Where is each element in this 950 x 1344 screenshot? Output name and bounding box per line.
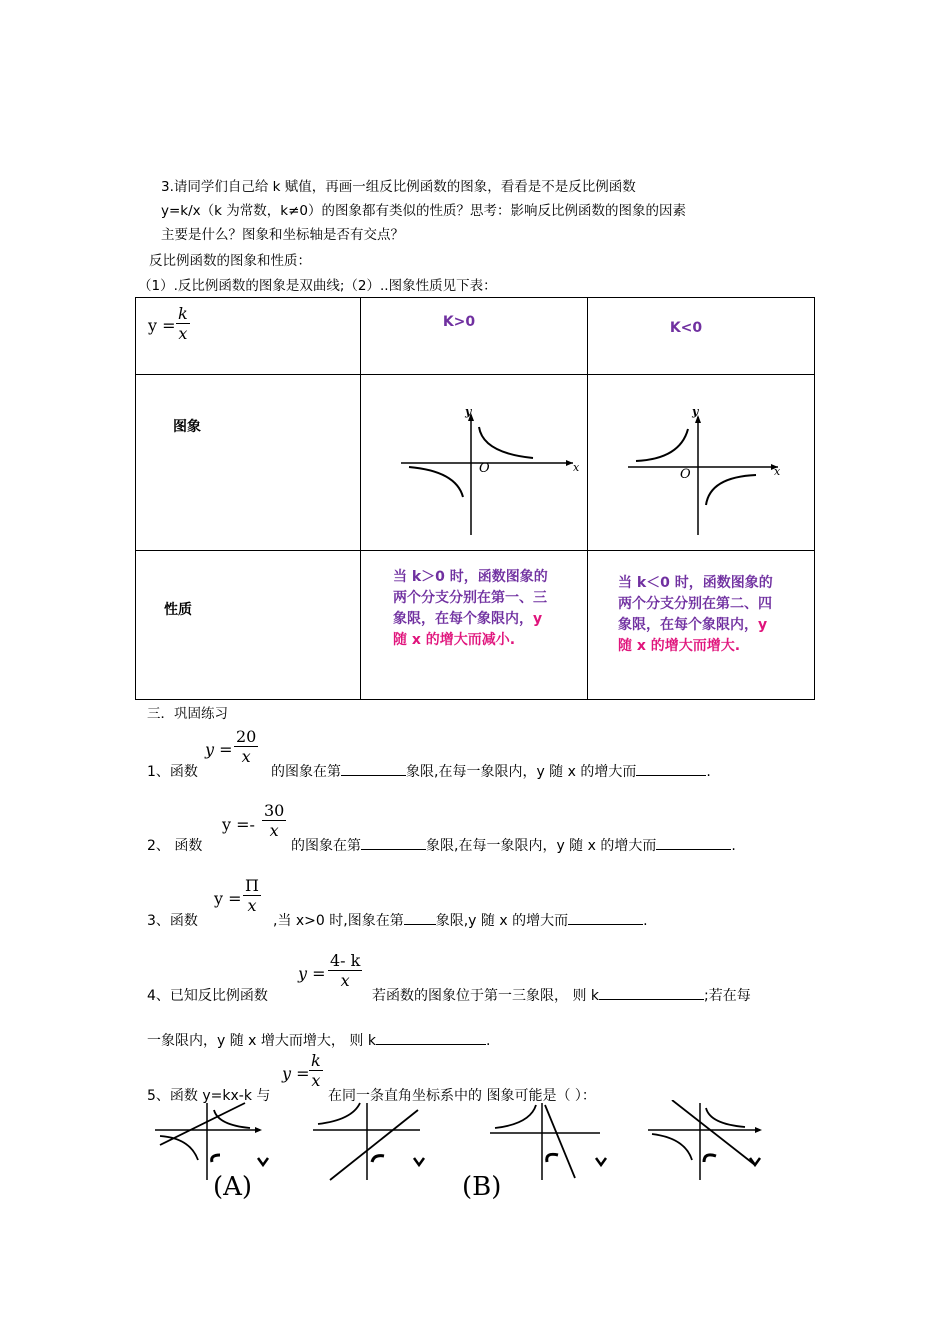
graph-k-negative-cell xyxy=(588,375,815,551)
q2-fraction: $\frac{30}{x}$ xyxy=(264,801,285,840)
q1-text: 的图象在第 象限,在每一象限内，y 随 x 的增大而 . xyxy=(271,761,711,781)
axis-y-label: y xyxy=(465,405,472,418)
header-equation-cell xyxy=(136,298,361,375)
q5-text: 在同一条直角坐标系中的 图象可能是（ ）： xyxy=(328,1088,596,1104)
q4-text: 若函数的图象位于第一三象限， 则 k ;若在每 xyxy=(372,985,751,1005)
option-label-a: (A) xyxy=(213,1172,253,1202)
q3-eq-lhs: y = xyxy=(214,889,242,908)
col-header-k-negative: K<0 xyxy=(588,298,815,375)
q3-blank-quadrant[interactable] xyxy=(404,910,436,925)
q3-prefix: 3、函数 xyxy=(147,913,198,929)
q1-blank-trend[interactable] xyxy=(636,761,706,776)
row-label-graph: 图象 xyxy=(173,419,201,435)
q4-eq-lhs: y = xyxy=(298,964,326,983)
option-graph-c xyxy=(490,1103,606,1180)
intro-line-5: （1）.反比例函数的图象是双曲线;（2）..图象性质见下表： xyxy=(138,278,497,294)
hyperbola-k-positive xyxy=(361,375,587,550)
q3-blank-trend[interactable] xyxy=(568,910,643,925)
option-graph-a xyxy=(155,1103,268,1180)
q4-blank-k-condition-1[interactable] xyxy=(599,985,704,1000)
q2-blank-trend[interactable] xyxy=(656,835,731,850)
intro-line-1: 3.请同学们自己给 k 赋值，再画一组反比例函数的图象，看看是不是反比例函数 xyxy=(161,179,636,195)
q3-fraction: $\frac{\Pi}{x}$ xyxy=(245,876,259,915)
property-k-negative-cell xyxy=(588,551,815,700)
q2-text: 的图象在第 象限,在每一象限内，y 随 x 的增大而 . xyxy=(291,835,736,855)
header-eq-fraction: $\frac{k}{x}$ xyxy=(178,304,188,343)
axis-x-label: x xyxy=(573,461,580,474)
property-k-positive: 当 k＞0 时，函数图象的两个分支分别在第一、三象限，在每个象限内，y 随 x 的增大而减小. xyxy=(393,569,548,648)
option-graph-d xyxy=(648,1100,762,1180)
axis-origin-label: O xyxy=(479,461,490,476)
q5-eq-lhs: y = xyxy=(282,1064,310,1083)
q2-eq-lhs: y =- xyxy=(222,815,255,834)
row-label-property-cell xyxy=(136,551,361,700)
q1-eq-lhs: y = xyxy=(205,740,233,759)
graph-k-positive-cell xyxy=(361,375,588,551)
option-label-b: (B) xyxy=(462,1172,502,1202)
axis-x-label: x xyxy=(774,465,781,478)
axis-y-label: y xyxy=(692,405,699,418)
q4-text-line-2: 一象限内，y 随 x 增大而增大， 则 k . xyxy=(147,1030,490,1050)
q1-blank-quadrant[interactable] xyxy=(341,761,406,776)
col-header-k-positive: K>0 xyxy=(361,298,588,375)
q4-blank-k-condition-2[interactable] xyxy=(376,1030,486,1045)
q1-fraction: $\frac{20}{x}$ xyxy=(236,727,257,766)
q2-prefix: 2、 函数 xyxy=(147,838,203,854)
q4-prefix: 4、已知反比例函数 xyxy=(147,988,268,1004)
row-label-graph-cell xyxy=(136,375,361,551)
intro-line-4: 反比例函数的图象和性质： xyxy=(149,253,311,269)
row-label-property: 性质 xyxy=(164,602,192,618)
intro-line-3: 主要是什么？图象和坐标轴是否有交点？ xyxy=(161,227,404,243)
q2-blank-quadrant[interactable] xyxy=(361,835,426,850)
option-graph-b xyxy=(313,1103,424,1180)
q1-prefix: 1、函数 xyxy=(147,764,198,780)
q5-prefix: 5、函数 y=kx-k 与 xyxy=(147,1088,271,1104)
header-eq-lhs: y = xyxy=(148,316,176,335)
practice-heading: 三．巩固练习 xyxy=(147,706,228,722)
property-k-positive-cell xyxy=(361,551,588,700)
option-graphs xyxy=(0,1100,950,1220)
property-k-negative: 当 k＜0 时，函数图象的两个分支分别在第二、四象限，在每个象限内，y 随 x 的增大而增大. xyxy=(618,575,773,654)
q4-fraction: $\frac{4- k}{x}$ xyxy=(330,951,361,990)
intro-line-2: y=k/x（k 为常数，k≠0）的图象都有类似的性质？思考：影响反比例函数的图象的因素 xyxy=(161,203,686,219)
axis-origin-label: O xyxy=(680,467,691,482)
hyperbola-k-negative xyxy=(588,375,814,550)
q3-text: ,当 x>0 时,图象在第 象限,y 随 x 的增大而 . xyxy=(273,910,648,930)
q5-fraction: $\frac{k}{x}$ xyxy=(311,1051,321,1090)
properties-table xyxy=(135,297,815,700)
